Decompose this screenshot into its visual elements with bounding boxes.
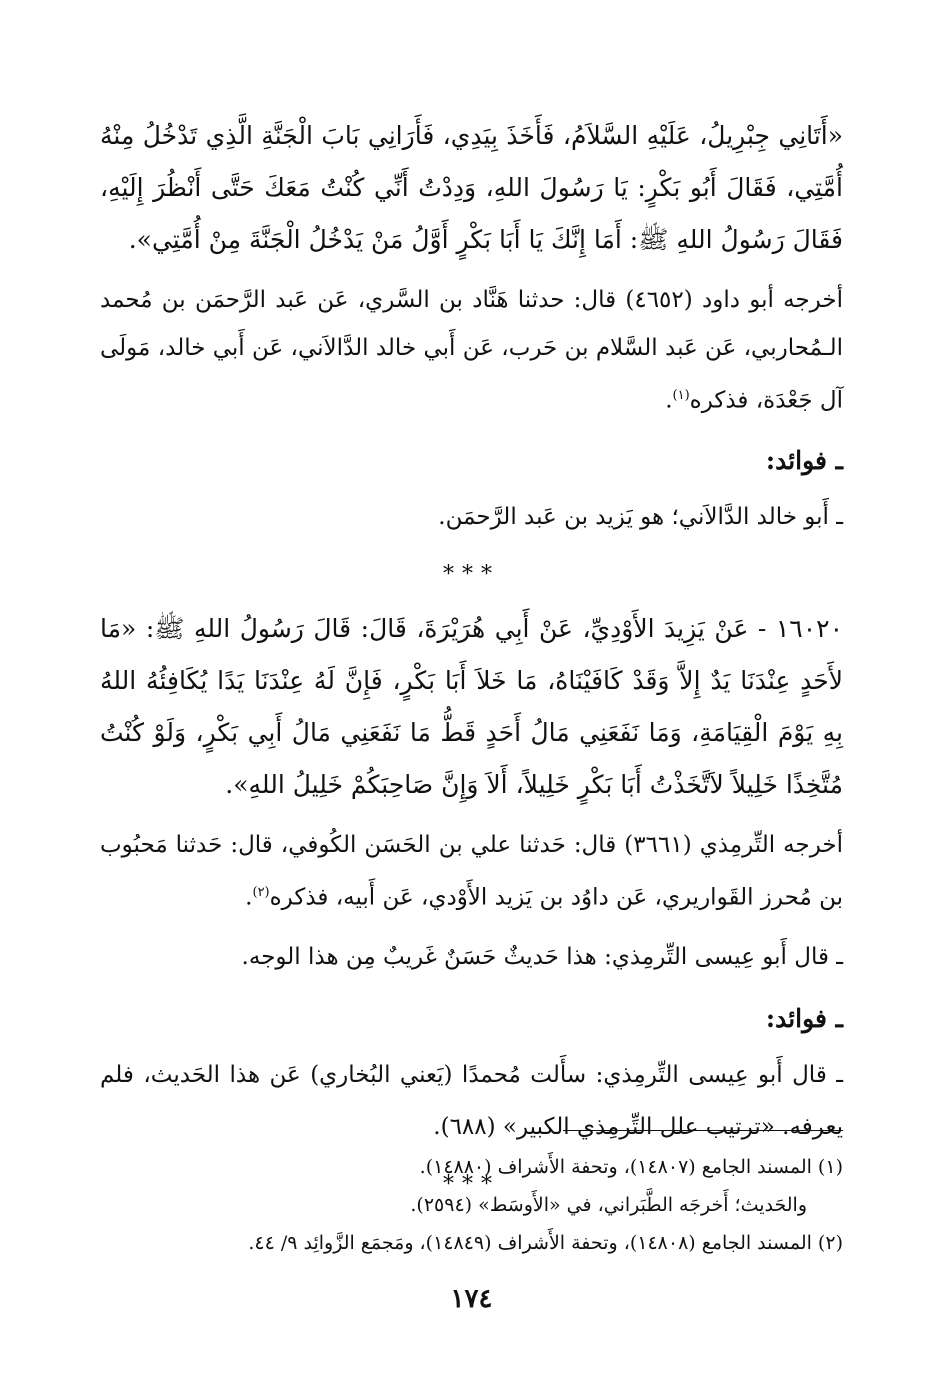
main-text	[100, 110, 843, 1213]
section-separator: ***	[443, 561, 500, 587]
hadith-text	[100, 603, 843, 811]
footnote-1-continuation: والحَديث؛ أَخرجَه الطَّبَراني، في «الأَوسَط» (٢٥٩٤).	[410, 1194, 807, 1216]
page-number: ١٧٤	[450, 1284, 493, 1314]
fawaid-heading: ـ فوائد:	[765, 445, 843, 475]
section-separator: ***	[443, 1172, 500, 1198]
footnote-2: (٢) المسند الجامع (١٤٨٠٨)، وتحفة الأَشراف (١٤٨٤٩)، ومَجمَع الزَّوائِد ٩/ ٤٤.	[248, 1232, 843, 1254]
tirmidhi-comment: ـ قال أَبو عِيسى التِّرمِذي: هذا حَديثٌ حَسَنٌ غَريبٌ مِن هذا الوجه.	[241, 944, 843, 971]
source-end: .	[245, 884, 253, 911]
footnotes	[100, 1148, 843, 1262]
fawaid-note: ـ قال أَبو عِيسى التِّرمِذي: سأَلت مُحمدًا (يَعني البُخاري) عَن هذا الحَديث، فلم يعرفه. «ترتيب علل التِّرمِذي الكبير» (٦٨٨).	[100, 1062, 843, 1141]
source-end: .	[665, 387, 673, 414]
hadith-text: «أَتَانِي جِبْرِيلُ، عَلَيْهِ السَّلاَمُ، فَأَخَذَ بِيَدِي، فَأَرَانِي بَابَ الْجَنَّةِ الَّذِي تَدْخُلُ مِنْهُ أُمَّتِي، فَقَالَ أَبُو بَكْرٍ: يَا رَسُولَ اللهِ، وَدِدْتُ أَنِّي كُنْتُ مَعَكَ حَتَّى أَنْظُرَ إِلَيْهِ، فَقَالَ رَسُولُ اللهِ ﷺ: أَمَا إِنَّكَ يَا أَبَا بَكْرٍ أَوَّلُ مَنْ يَدْخُلُ الْجَنَّةَ مِنْ أُمَّتِي».	[100, 121, 843, 254]
footnote-ref[interactable]: (٢)	[252, 884, 270, 900]
hadith-header: ١٦٠٢٠ - عَنْ يَزِيدَ الأَوْدِيِّ، عَنْ أَبِي هُرَيْرَةَ، قَالَ: قَالَ رَسُولُ اللهِ ﷺ:	[145, 613, 843, 643]
footnote-divider	[563, 1130, 843, 1131]
hadith-source	[100, 821, 843, 922]
footnote-ref[interactable]: (١)	[672, 388, 690, 403]
source-text: أخرجه التِّرمِذي (٣٦٦١) قال: حَدثنا علي بن الحَسَن الكُوفي، قال: حَدثنا مَحبُوب بن مُحرز القَواريري، عَن داوُد بن يَزيد الأَوْدي، عَن أَبيه، فذكره	[100, 831, 843, 911]
hadith-source	[100, 276, 843, 425]
fawaid-note: ـ أَبو خالد الدَّالاَني؛ هو يَزيد بن عَبد الرَّحمَن.	[438, 503, 843, 530]
hadith-body: «مَا لأَحَدٍ عِنْدَنَا يَدٌ إِلاَّ وَقَدْ كَافَيْنَاهُ، مَا خَلاَ أَبَا بَكْرٍ، فَإِنَّ لَهُ عِنْدَنَا يَدًا يُكَافِئُهُ اللهُ بِهِ يَوْمَ الْقِيَامَةِ، وَمَا نَفَعَنِي مَالُ أَحَدٍ قَطُّ مَا نَفَعَنِي مَالُ أَبِي بَكْرٍ، وَلَوْ كُنْتُ مُتَّخِذًا خَلِيلاً لاَتَّخَذْتُ أَبَا بَكْرٍ خَلِيلاً، أَلاَ وَإِنَّ صَاحِبَكُمْ خَلِيلُ اللهِ».	[100, 613, 843, 799]
footnote-1: (١) المسند الجامع (١٤٨٠٧)، وتحفة الأَشراف (١٤٨٨٠).	[419, 1156, 843, 1178]
source-text: أخرجه أبو داود (٤٦٥٢) قال: حدثنا هَنَّاد بن السَّري، عَن عَبد الرَّحمَن بن مُحمد الـمُحاربي، عَن عَبد السَّلام بن حَرب، عَن أَبي خالد الدَّالاَني، عَن أَبي خالد، مَولَى آل جَعْدَة، فذكره	[100, 287, 843, 414]
fawaid-heading: ـ فوائد:	[765, 1004, 843, 1034]
